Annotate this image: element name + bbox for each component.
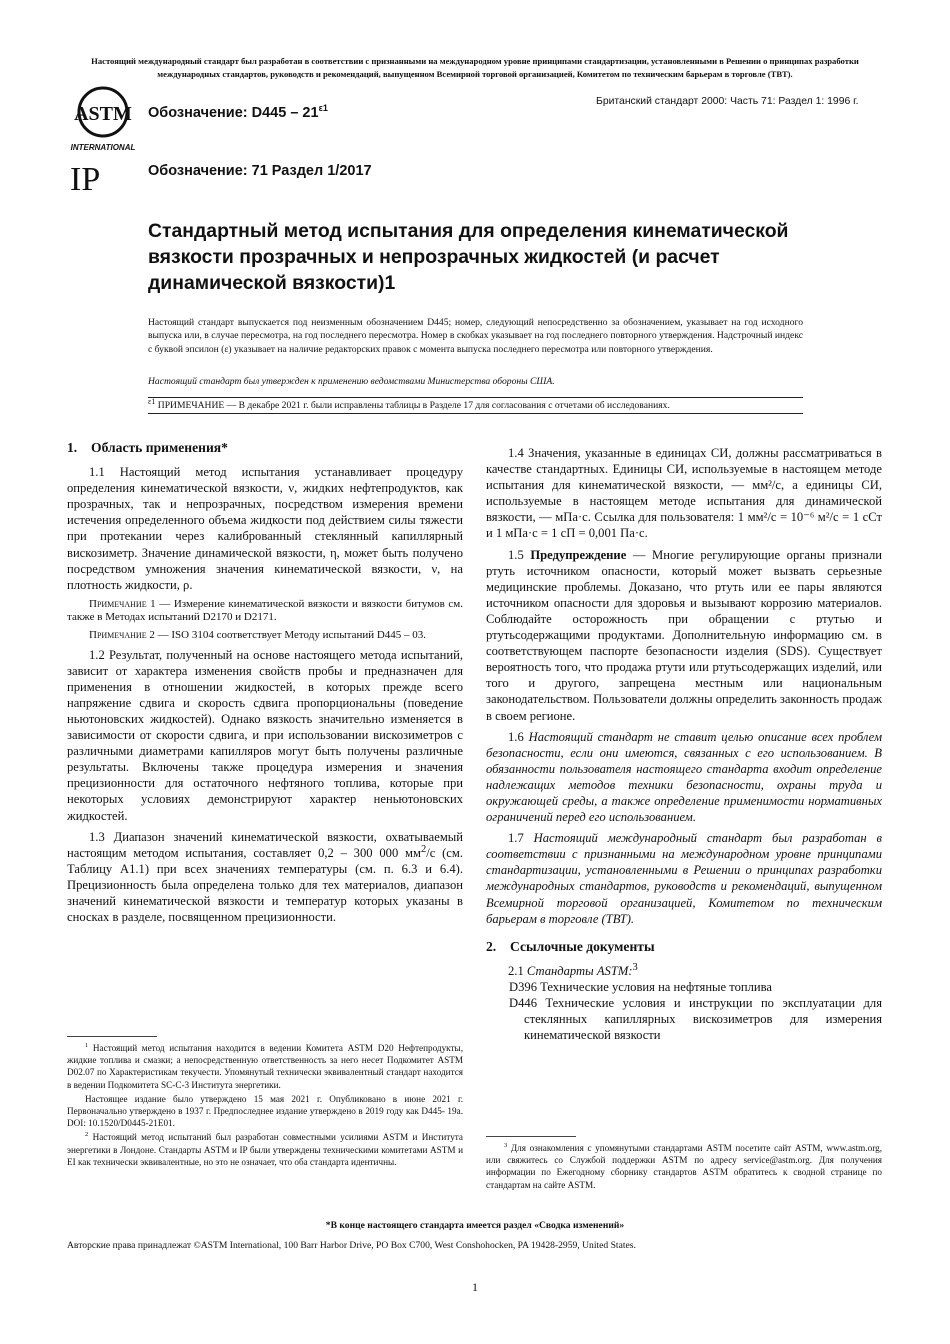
subsection-2-1-sup: 3: [632, 961, 638, 973]
footnote-rule-left: [67, 1036, 157, 1037]
designation-ip: Обозначение: 71 Раздел 1/2017: [148, 163, 372, 179]
footnote-3-sup: 3: [504, 1141, 508, 1149]
section-2-number: 2.: [486, 938, 497, 954]
astm-logo-graphic: [66, 86, 140, 154]
summary-of-changes-note: *В конце настоящего стандарта имеется раздел «Сводка изменений»: [325, 1220, 625, 1231]
subsection-2-1-label: Стандарты ASTM:: [526, 963, 633, 978]
astm-logo-text: ASTM: [74, 103, 132, 125]
footnote-1-approval: Настоящее издание было утверждено 15 мая 2021 г. Опубликовано в июне 2021 г. Первоначально утверждено в 1937 г. Предпоследнее издание утверждено в 2019 году как D445- 19a. DOI: 10.1520/D0445-21E01.: [67, 1093, 463, 1129]
paragraph-1-2: 1.2 Результат, полученный на основе настоящего метода испытаний, зависит от характера изменения свойств пробы и предназначен для применения в отношении жидкостей, в которых прежде всего напряжение сдвига и скорость сдвига пропорциональны (поведение ньютоновских жидкостей). Однако вязкость значительно изменяется в зависимости от скорости сдвига, и при использовании вискозиметров с различными диаметрами капилляров могут быть получены различные результаты. Включены также процедура измерения и значения прецизионности для остаточного нефтяного топлива, которые при некоторых условиях демонстрируют характер неньютоновских жидкостей.: [67, 647, 463, 823]
footnote-1-text: Настоящий метод испытания находится в ведении Комитета ASTM D20 Нефтепродукты, жидкие топлива и смазки; а непосредственную ответственность за него несет Подкомитет ASTM D02.07 по Характеристикам текучести. Упомянутый технически эквивалентный стандарт находится в ведении Подкомитета SC-C-3 Института энергетики.: [67, 1043, 464, 1090]
section-2-heading: [486, 939, 882, 955]
copyright: Авторские права принадлежат ©ASTM International, 100 Barr Harbor Drive, PO Box C700, West Conshohocken, PA 19428-2959, United States.: [67, 1240, 636, 1251]
subsection-2-1-num: 2.1: [508, 963, 527, 978]
editorial-note-sup: ε1: [148, 396, 156, 406]
paragraph-1-3-end: /с (см. Таблицу A1.1) при всех значениях температуры (см. п. 6.3 и 6.4). Прецизионность была определена только для тех материалов, диапазон значений кинематической вязкости и температур которых указаны в сносках в разделе, посвященном прецизионности.: [67, 845, 463, 925]
paragraph-1-7: [486, 830, 882, 927]
paragraph-1-5: [486, 547, 882, 724]
reference-d396: D396 Технические условия на нефтяные топлива: [509, 979, 773, 994]
designation-sup: ε1: [318, 103, 328, 114]
editorial-note-text: — В декабре 2021 г. были исправлены таблицы в Разделе 17 для согласования с отчетами об исследованиях.: [224, 400, 670, 411]
british-standard: Британский стандарт 2000: Часть 71: Раздел 1: 1996 г.: [596, 96, 859, 107]
paragraph-1-6-num: 1.6: [508, 729, 529, 744]
note-1: [67, 598, 463, 625]
astm-logo: [66, 86, 140, 154]
page-number: 1: [472, 1280, 478, 1294]
paragraph-1-3: [67, 829, 463, 926]
footnote-rule-right: [486, 1136, 576, 1137]
divider-bottom: [148, 413, 803, 414]
right-column: [486, 445, 882, 1043]
dod-approval: Настоящий стандарт был утвержден к применению ведомствами Министерства обороны США.: [148, 376, 555, 387]
paragraph-1-3-sup: 2: [420, 843, 427, 855]
section-1-heading: [67, 440, 463, 456]
footnotes-left: [67, 1042, 463, 1170]
paragraph-1-3-start: 1.3 Диапазон значений кинематической вязкости, охватываемый настоящим методом испытания, составляет 0,2 – 300 000 мм: [67, 829, 463, 860]
paragraph-1-7-text: Настоящий международный стандарт был разработан в соответствии с признанными на международном уровне принципами стандартизации, установленными в Решении о принципах разработки международных стандартов, руководств и рекомендаций, выпущенном Всемирной торговой организацией, Комитетом по техническим барьерам в торговле (ТВТ).: [486, 831, 882, 926]
section-1-title: Область применения*: [91, 440, 228, 455]
ip-logo: [68, 160, 130, 194]
note-2-text: — ISO 3104 соответствует Методу испытаний D445 – 03.: [154, 629, 427, 642]
designation-label: Обозначение: D445 – 21: [148, 105, 319, 121]
note-2-label: Примечание 2: [89, 629, 155, 642]
footnotes-right: [486, 1142, 882, 1193]
paragraph-1-5-num: 1.5: [508, 547, 531, 562]
designation-astm: [148, 105, 328, 121]
editorial-note-label: ПРИМЕЧАНИЕ: [157, 400, 225, 411]
footnote-2: [67, 1131, 463, 1168]
section-2-title: Ссылочные документы: [510, 938, 655, 954]
note-1-text: — Измерение кинематической вязкости и вязкости битумов см. также в Методах испытаний D2170 и D2171.: [67, 597, 464, 624]
footnote-1-sup: 1: [85, 1041, 89, 1049]
paragraph-1-6: [486, 729, 882, 826]
paragraph-1-6-text: Настоящий стандарт не ставит целью описание всех проблем безопасности, если они имеются, связанных с его использованием. В обязанности пользователя настоящего стандарта входит определение надлежащих методов техники безопасности, охраны труда и окружающей среды, а также определение применимости нормативных ограничений перед его использованием.: [486, 729, 882, 825]
top-notice: Настоящий международный стандарт был разработан в соответствии с признанными на международном уровне принципами стандартизации, установленными в Решении о принципах разработки международных стандартов, руководств и рекомендаций, выпущенном Всемирной торговой организацией, Комитетом по техническим барьерам в торговле (ТВТ).: [91, 56, 859, 79]
reference-d446: D446 Технические условия и инструкции по эксплуатации для стеклянных капиллярных вискозиметров для измерения кинематической вязкости: [509, 996, 882, 1043]
paragraph-1-1: 1.1 Настоящий метод испытания устанавливает процедуру определения кинематической вязкости, ν, жидких нефтепродуктов, как прозрачных, так и непрозрачных, посредством измерения времени истечения определенного объема жидкости под действием силы тяжести при протекании через калиброванный стеклянный капиллярный вискозиметр. Значение динамической вязкости, η, может быть получено посредством умножения значения кинематической вязкости, ν, на плотность жидкости, ρ.: [67, 465, 463, 592]
divider-top: [148, 397, 803, 398]
astm-logo-sub: INTERNATIONAL: [70, 143, 136, 152]
subsection-2-1: [486, 963, 882, 979]
footnote-3: [486, 1142, 882, 1191]
paragraph-1-5-text: — Многие регулирующие органы признали ртуть источником опасности, который может вызвать серьезные медицинские проблемы. Доказано, что ртуть или ее пары являются источником опасности для здоровья и вызывают коррозию материалов. Соблюдайте осторожность при обращении с ртутью и ртутьсодержащими продуктами. Дополнительную информацию см. в соответствующем паспорте безопасности изделия (SDS). Существует вероятность того, что продажа ртути или ртутьсодержащих изделий, или того и другого, запрещена местным или национальным законодательством. Пользователи должны определить законность продаж в своем регионе.: [486, 547, 883, 723]
paragraph-1-5-warning: Предупреждение: [530, 547, 627, 562]
left-column: [67, 440, 463, 930]
footnote-2-text: Настоящий метод испытаний был разработан совместными усилиями ASTM и Института энергетики в Лондоне. Стандарты ASTM и IP были утверждены техническими комитетами ASTM и EI как технически эквивалентные, но это не означает, что оба стандарта идентичны.: [67, 1132, 463, 1167]
section-1-number: 1.: [67, 440, 78, 455]
note-1-label: Примечание 1: [89, 597, 156, 610]
paragraph-1-4: 1.4 Значения, указанные в единицах СИ, должны рассматриваться в качестве стандартных. Единицы СИ, используемые в настоящем методе испытания для кинематической вязкости, — мм²/с, а единицы СИ, используемые в настоящем методе испытания для динамической вязкости, — мПа·с. Ссылка для пользователя: 1 мм²/с = 10⁻⁶ м²/с = 1 сСт и 1 мПа·с = 1 сП = 0,001 Па·с.: [486, 446, 882, 541]
note-2: [67, 629, 463, 643]
footnote-1: [67, 1042, 463, 1091]
ip-logo-text: IP: [70, 161, 101, 194]
footnote-2-sup: 2: [85, 1131, 89, 1139]
document-title: Стандартный метод испытания для определения кинематической вязкости прозрачных и непрозрачных жидкостей (и расчет динамической вязкости)1: [148, 220, 789, 294]
footnote-3-text: Для ознакомления с упомянутыми стандартами ASTM посетите сайт ASTM, www.astm.org, или свяжитесь со Службой поддержки ASTM по адресу service@astm.org. Для получения информации по Ежегодному сборнику стандартов ASTM обратитесь к сводной странице по стандартам на сайте ASTM.: [486, 1143, 883, 1190]
ip-logo-graphic: [68, 160, 130, 194]
intro-paragraph: Настоящий стандарт выпускается под неизменным обозначением D445; номер, следующий непосредственно за обозначением, указывает на год исходного выпуска или, в случае пересмотра, на год последнего пересмотра. Номер в скобках указывает на год последнего повторного утверждения. Надстрочный индекс с буквой эпсилон (ε) указывает на наличие редакторских правок с момента выпуска последнего пересмотра или повторного утверждения.: [148, 317, 803, 355]
paragraph-1-7-num: 1.7: [508, 831, 534, 846]
editorial-note: [148, 396, 670, 411]
